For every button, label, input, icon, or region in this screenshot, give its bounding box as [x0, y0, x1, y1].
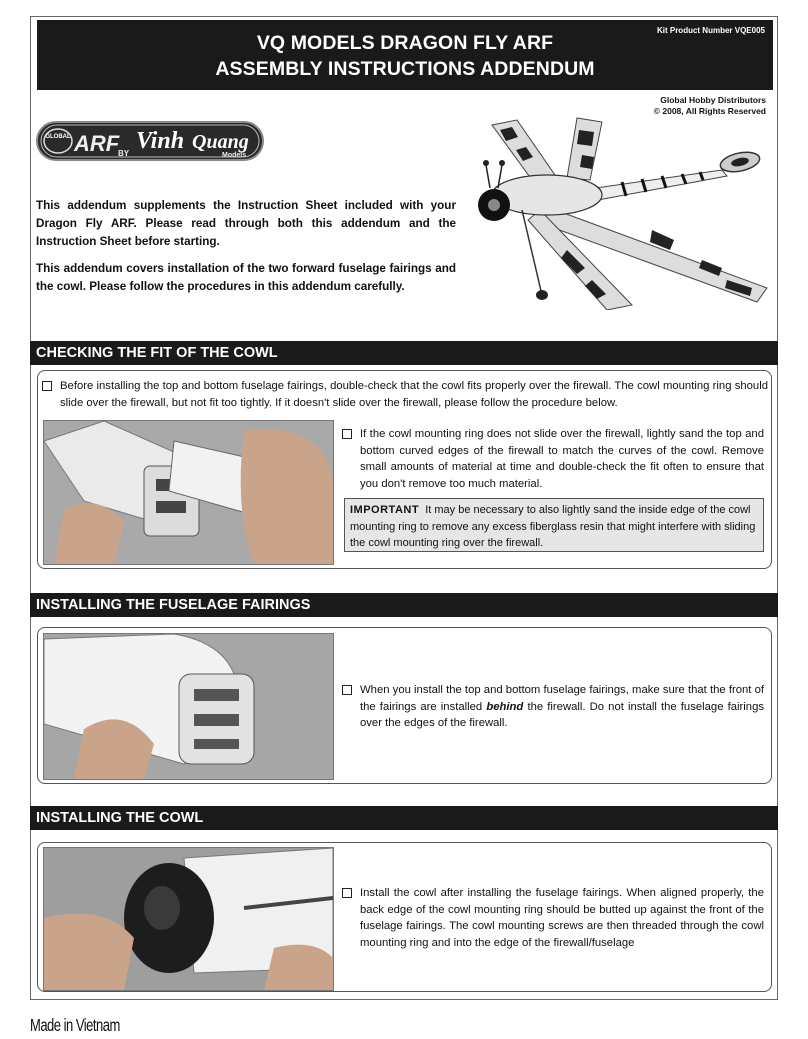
step-checkbox[interactable] — [342, 429, 352, 439]
svg-text:GLOBAL: GLOBAL — [45, 134, 71, 140]
step-emphasis: behind — [486, 700, 524, 713]
photo-cowl-install — [43, 847, 334, 991]
section-heading-fairings: INSTALLING THE FUSELAGE FAIRINGS — [30, 593, 778, 617]
dragonfly-plane-illustration — [472, 110, 777, 310]
distributor-name: Global Hobby Distributors — [660, 95, 766, 105]
svg-text:Models: Models — [222, 152, 247, 159]
document-title: VQ MODELS DRAGON FLY ARF — [256, 32, 554, 54]
section-heading-cowl-install: INSTALLING THE COWL — [30, 806, 778, 830]
section-heading-cowl-fit: CHECKING THE FIT OF THE COWL — [30, 341, 778, 365]
title-bar — [37, 20, 773, 90]
svg-text:Quang: Quang — [192, 131, 249, 153]
important-text: It may be necessary to also lightly sand the inside edge of the cowl mounting ring to remove any excess fiberglass resin that might interfere with sliding the cowl mounting ring over the firewall. — [350, 504, 756, 549]
made-in-label: Made in Vietnam — [30, 1015, 120, 1036]
step-text: Before installing the top and bottom fuselage fairings, double-check that the cowl fits properly over the firewall. The cowl mounting ring should slide over the firewall, but not fit too tightly. If it doesn't slide over the firewall, please follow the procedure below. — [60, 380, 768, 409]
step-text-start: When you install the top and bottom fuselage fairings, make sure that the front of the fairings are installed — [360, 684, 764, 713]
svg-text:Vinh: Vinh — [136, 128, 185, 154]
copyright: © 2008, All Rights Reserved — [653, 106, 766, 116]
step-text: If the cowl mounting ring does not slide over the firewall, lightly sand the top and bottom curved edges of the firewall to match the curves of the cowl. Remove small amounts of material at time and double-check the fit often to ensure that you don't remove too much material. — [360, 428, 764, 490]
intro-paragraph-1: This addendum supplements the Instruction Sheet included with your Dragon Fly ARF. Please read through both this addendum and the Instruction Sheet before starting. — [36, 199, 456, 248]
step-checkbox[interactable] — [342, 888, 352, 898]
step-sand-firewall — [342, 426, 764, 492]
document-subtitle: ASSEMBLY INSTRUCTIONS ADDENDUM — [215, 58, 595, 80]
step-checkbox[interactable] — [42, 381, 52, 391]
kit-product-number: Kit Product Number VQE005 — [656, 26, 765, 35]
photo-fuselage-fairings — [43, 633, 334, 780]
important-note — [344, 498, 764, 552]
step-check-cowl-fit — [42, 378, 768, 411]
step-text-end: the firewall. Do not install the fuselage fairings over the edges of the firewall. — [360, 700, 765, 729]
svg-text:ARF: ARF — [74, 131, 120, 156]
photo-cowl-ring-test — [43, 420, 334, 565]
important-label: IMPORTANT — [350, 504, 420, 516]
vinh-quang-logo — [36, 118, 264, 164]
step-checkbox[interactable] — [342, 685, 352, 695]
step-install-cowl — [342, 885, 764, 951]
svg-text:BY: BY — [118, 149, 130, 158]
intro-paragraph-2: This addendum covers installation of the two forward fuselage fairings and the cowl. Please follow the procedures in this addendum carefully. — [36, 262, 456, 293]
step-text: Install the cowl after installing the fuselage fairings. When aligned properly, the back edge of the cowl mounting ring should be butted up against the front of the fuselage fairings. The cowl mounting screws are then threaded through the cowl mounting ring and into the edge of the firewall/fuselage — [360, 887, 764, 949]
step-install-fairings — [342, 682, 764, 732]
